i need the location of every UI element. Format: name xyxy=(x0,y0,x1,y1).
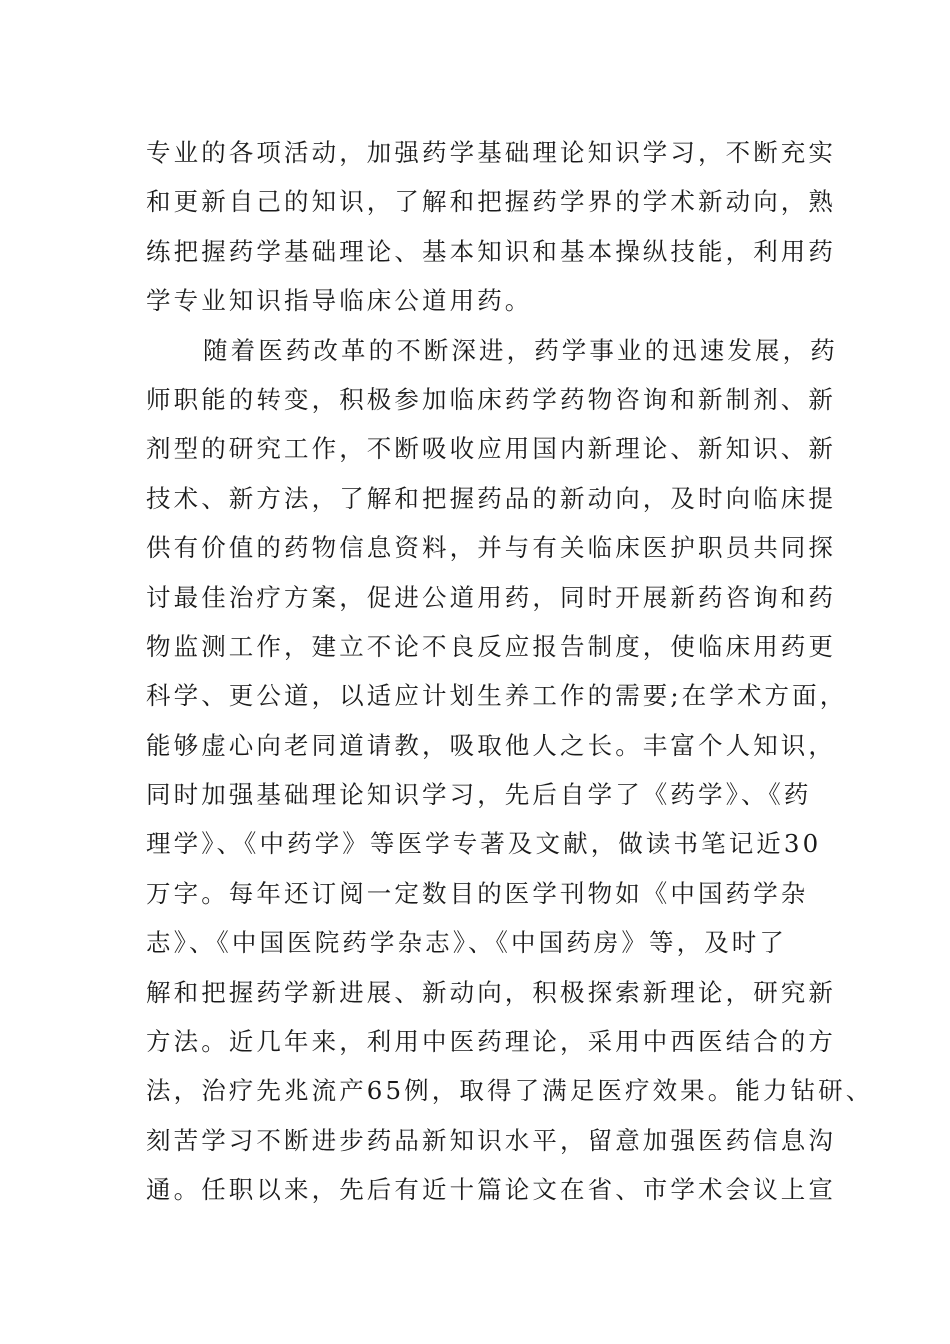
paragraph-first-line: 随着医药改革的不断深进，药学事业的迅速发展，药 xyxy=(203,335,838,365)
text-line: 专业的各项活动，加强药学基础理论知识学习，不断充实 xyxy=(146,138,836,167)
text-line: 剂型的研究工作，不断吸收应用国内新理论、新知识、新 xyxy=(146,434,836,464)
text-line: 学专业知识指导临床公道用药。 xyxy=(146,286,533,316)
text-line: 能够虚心向老同道请教，吸取他人之长。丰富个人知识， xyxy=(146,730,836,760)
text-line: 科学、更公道，以适应计划生养工作的需要;在学术方面， xyxy=(146,681,848,711)
text-line: 方法。近几年来，利用中医药理论，采用中西医结合的方 xyxy=(146,1027,836,1057)
text-line: 通。任职以来，先后有近十篇论文在省、市学术会议上宣 xyxy=(146,1175,836,1205)
text-line: 讨最佳治疗方案，促进公道用药，同时开展新药咨询和药 xyxy=(146,582,836,612)
text-line: 物监测工作，建立不论不良反应报告制度，使临床用药更 xyxy=(146,631,836,661)
text-line: 技术、新方法，了解和把握药品的新动向，及时向临床提 xyxy=(146,483,836,513)
text-line: 练把握药学基础理论、基本知识和基本操纵技能，利用药 xyxy=(146,236,836,266)
text-line: 万字。每年还订阅一定数目的医学刊物如《中国药学杂 xyxy=(146,878,809,908)
text-line: 法，治疗先兆流产65例，取得了满足医疗效果。能力钻研、 xyxy=(146,1076,874,1106)
body-text xyxy=(146,128,874,1215)
text-line: 师职能的转变，积极参加临床药学药物咨询和新制剂、新 xyxy=(146,384,836,414)
text-line: 解和把握药学新进展、新动向，积极探索新理论，研究新 xyxy=(146,977,836,1007)
text-line: 志》、《中国医院药学杂志》、《中国药房》等，及时了 xyxy=(146,928,787,958)
text-line: 刻苦学习不断进步药品新知识水平，留意加强医药信息沟 xyxy=(146,1125,836,1155)
text-line: 理学》、《中药学》等医学专著及文献，做读书笔记近30 xyxy=(146,829,822,859)
text-line: 供有价值的药物信息资料，并与有关临床医护职员共同探 xyxy=(146,533,836,563)
text-line: 和更新自己的知识，了解和把握药学界的学术新动向，熟 xyxy=(146,187,836,217)
text-line: 同时加强基础理论知识学习，先后自学了《药学》、《药 xyxy=(146,780,812,810)
